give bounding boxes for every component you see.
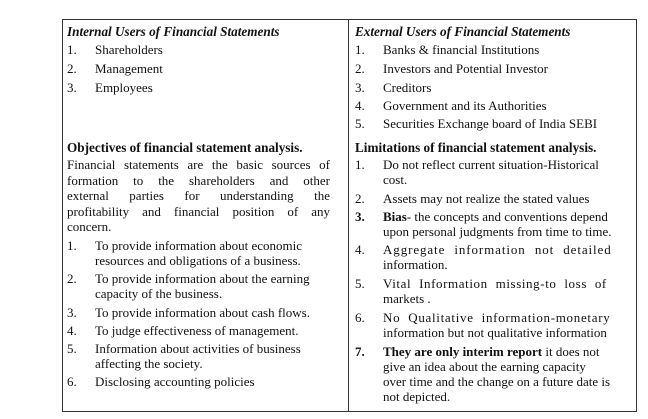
internal-users-header: Internal Users of Financial Statements <box>67 24 280 39</box>
objectives-intro: Financial statements are the basic sources of formation to the shareholders and other external parties for understanding the profitability and financial position of any concern. <box>67 157 330 234</box>
users-table: Internal Users of Financial Statements 1. Shareholders 2. Management 3. Employees Objectives of financial statement analysis. Financial statements are the basic sources of formation to the shareholders and other external parties for understanding the profitability and financial position of any concern. 1. To provide information about economic resources and obligations of a business. 2. To provide information about the earning capacity of the business. 3. To provide information about cash flows. 4. To judge effectiveness of management. 5. Information about activities of business affecting the society. 6. Disclosing accounting policies External Users of Financial Statements 1. Banks & financial Institutions 2. Investors and Potential Investor 3. Creditors 4. Government and its Authorities 5. Securities Exchange board of India SEBI Limitations of financial statement analysis. 1. Do not reflect current situation-Historical cost. 2. Assets may not realize the stated values 3. Bias- the concepts and conventions depend upon personal judgments from time to time. 4. Aggregate information not detailed information. 5. Vital Information missing-to loss of markets . 6. No Qualitative information-monetary information but not qualitative information 7. They are only interim report it does not give an idea about the earning capacity over time and the change on a future date is not depicted. <box>62 19 637 412</box>
limitations-title: Limitations of financial statement analysis. <box>355 140 597 155</box>
column-divider <box>348 20 349 411</box>
external-users-header: External Users of Financial Statements <box>355 24 571 39</box>
objectives-title: Objectives of financial statement analysis. <box>67 140 303 155</box>
